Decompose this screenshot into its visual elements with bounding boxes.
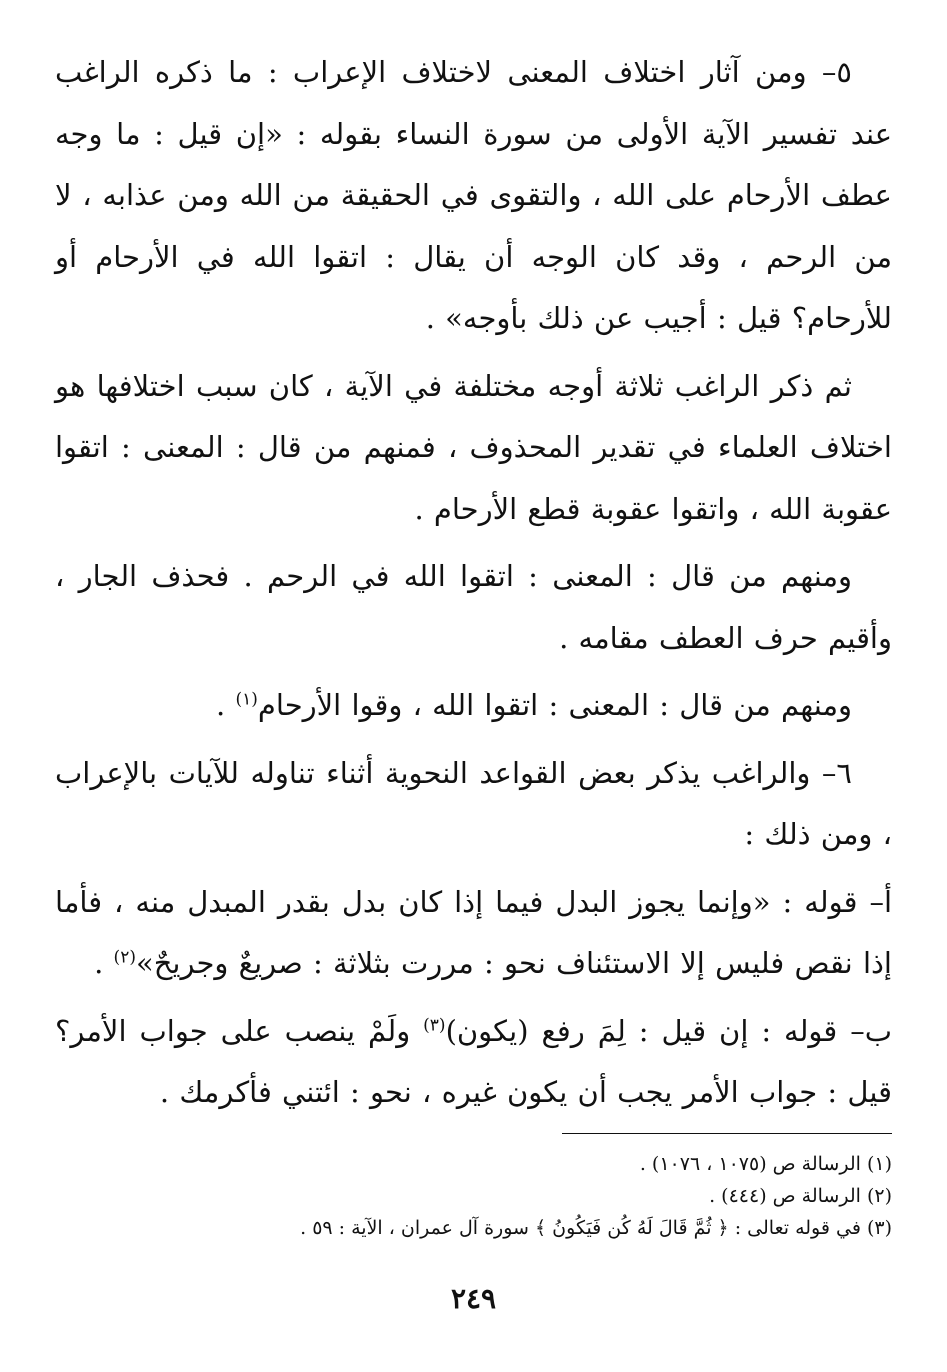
footnotes xyxy=(55,1148,892,1244)
footnote-3: (٣) في قوله تعالى : ﴿ ثُمَّ قَالَ لَهُ كُن فَيَكُونُ ﴾ سورة آل عمران ، الآية : ٥٩ . xyxy=(300,1217,892,1239)
paragraph-text-continued: ولَمْ ينصب على جواب الأمر؟ قيل : جواب الأمر يجب أن يكون غيره ، نحو : ائتني فأكرمك . xyxy=(55,1013,892,1109)
footnote-2: (٢) الرسالة ص (٤٤٤) . xyxy=(709,1185,892,1207)
paragraph-item-a xyxy=(55,872,892,995)
paragraph-text: أ– قوله : «وإنما يجوز البدل فيما إذا كان بدل بقدر المبدل منه ، فأما إذا نقص فليس إلا الاستئناف نحو : مررت بثلاثة : صريعٌ وجريحٌ» xyxy=(55,884,892,980)
paragraph-end: . xyxy=(94,946,114,980)
footnote-1: (١) الرسالة ص (١٠٧٥ ، ١٠٧٦) . xyxy=(639,1153,892,1175)
paragraph-text: ب– قوله : إن قيل : لِمَ رفع (يكون) xyxy=(445,1013,892,1048)
footnote-divider xyxy=(562,1133,892,1134)
paragraph-item-b xyxy=(55,1001,892,1124)
paragraph-second-view: ومنهم من قال : المعنى : اتقوا الله في الرحم . فحذف الجار ، وأقيم حرف العطف مقامه . xyxy=(55,559,892,655)
footnote-ref-1[interactable]: (١) xyxy=(235,689,258,710)
paragraph-6: ٦– والراغب يذكر بعض القواعد النحوية أثناء تناوله للآيات بالإعراب ، ومن ذلك : xyxy=(55,755,892,851)
page-number: ٢٤٩ xyxy=(450,1282,497,1315)
footnote-ref-3[interactable]: (٣) xyxy=(423,1014,446,1035)
paragraph-end: . xyxy=(216,688,236,722)
paragraph-third-view xyxy=(55,675,892,737)
paragraph-raghib-views: ثم ذكر الراغب ثلاثة أوجه مختلفة في الآية ، كان سبب اختلافها هو اختلاف العلماء في تقدير المحذوف ، فمنهم من قال : المعنى : اتقوا عقوبة الله ، واتقوا عقوبة قطع الأرحام . xyxy=(55,368,892,526)
paragraph-text: ومنهم من قال : المعنى : اتقوا الله ، وقوا الأرحام xyxy=(257,688,852,722)
main-text xyxy=(55,42,892,1124)
footnote-ref-2[interactable]: (٢) xyxy=(113,947,136,968)
paragraph-5: ٥– ومن آثار اختلاف المعنى لاختلاف الإعراب : ما ذكره الراغب عند تفسير الآية الأولى من سورة النساء بقوله : «إن قيل : ما وجه عطف الأرحام على الله ، والتقوى في الحقيقة من الله ومن عذابه ، لا من الرحم ، وقد كان الوجه أن يقال : اتقوا الله في الأرحام أو للأرحام؟ قيل : أجيب عن ذلك بأوجه» . xyxy=(55,55,892,335)
